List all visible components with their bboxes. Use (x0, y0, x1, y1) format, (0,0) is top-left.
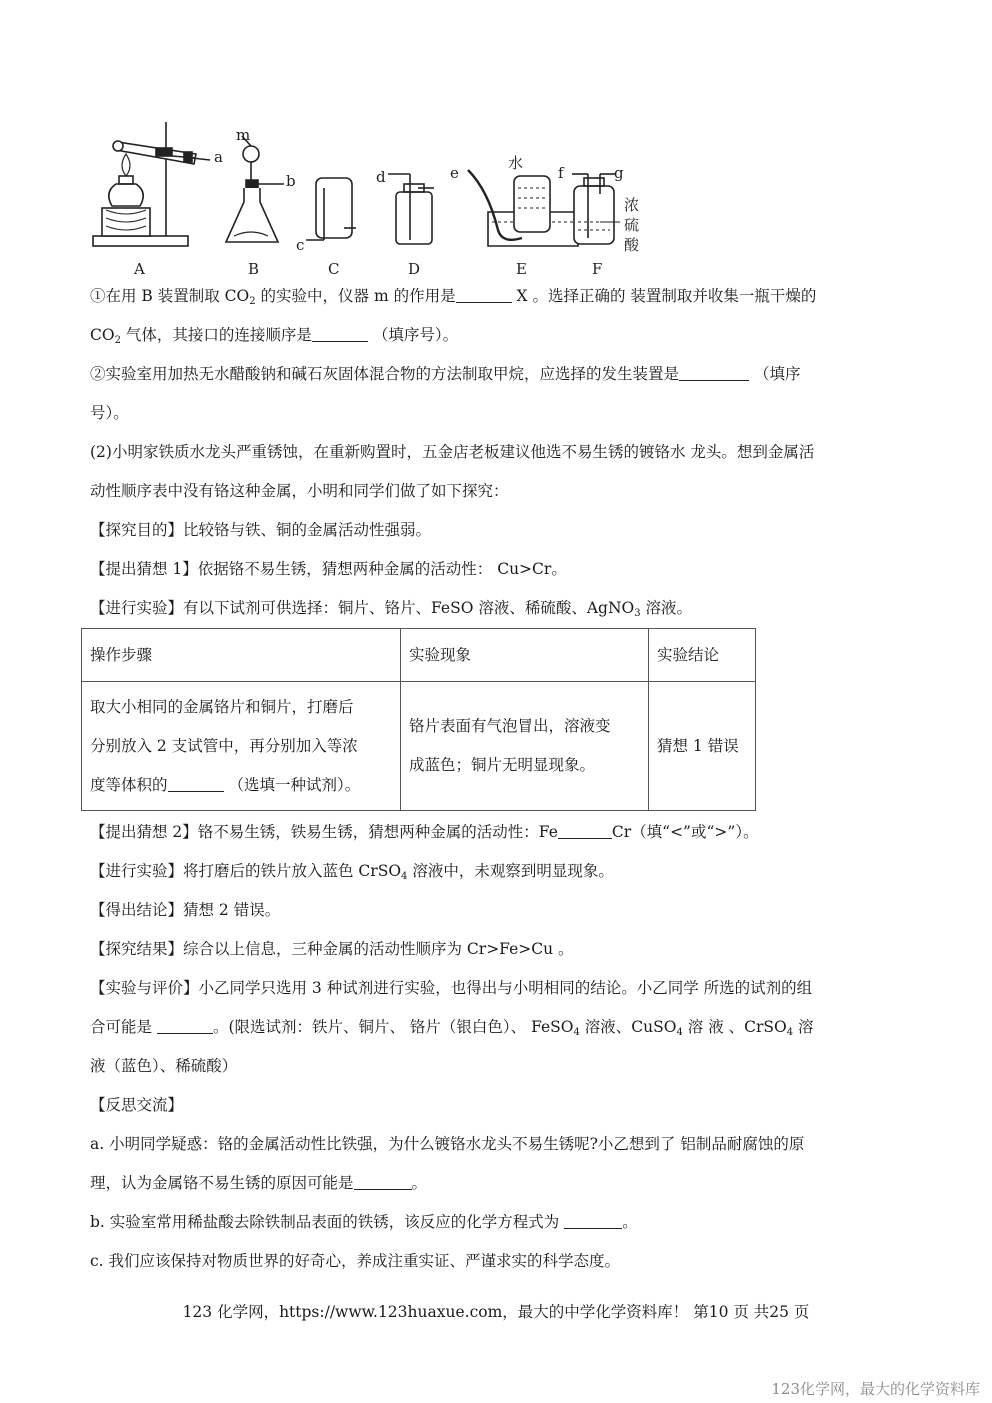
apparatus-f (572, 174, 620, 244)
answer-blank-8[interactable] (564, 1214, 622, 1229)
label-g: g (614, 164, 624, 182)
answer-blank-4[interactable] (168, 777, 224, 792)
label-B: B (248, 260, 260, 278)
label-m: m (236, 126, 251, 144)
label-F: F (592, 260, 603, 278)
header-steps: 操作步骤 (82, 629, 401, 682)
label-D: D (408, 260, 421, 278)
evaluation-line2: 合可能是 。(限选试剂：铁片、铜片、 铬片（银白色）、 FeSO$_4$ 溶液、CuSO$_4$ 溶 液 、CrSO$_4$ 溶 (90, 1018, 814, 1038)
answer-blank-1[interactable] (456, 288, 512, 303)
answer-blank-6[interactable] (157, 1019, 213, 1034)
label-a: a (214, 148, 223, 166)
label-c: c (296, 236, 305, 254)
experiment-table (81, 628, 756, 811)
part2-line2: 动性顺序表中没有铬这种金属，小明和同学们做了如下探究： (90, 482, 509, 500)
evaluation-line1: 【实验与评价】小乙同学只选用 3 种试剂进行实验，也得出与小明相同的结论。小乙同学 所选的试剂的组 (90, 979, 813, 997)
answer-blank-7[interactable] (354, 1175, 412, 1190)
table-row (82, 682, 756, 811)
experiment-1: 【进行实验】有以下试剂可供选择：铜片、铬片、FeSO 溶液、稀硫酸、AgNO$_3$ 溶液。 (90, 599, 693, 619)
answer-blank-2[interactable] (312, 327, 368, 342)
result: 【探究结果】综合以上信息，三种金属的活动性顺序为 Cr>Fe>Cu 。 (90, 940, 574, 958)
apparatus-b (226, 136, 284, 242)
question-1-line2: $CO_2$ 气体，其接口的连接顺序是 （填序号）。 (90, 326, 459, 346)
apparatus-a (93, 122, 210, 246)
guess-2: 【提出猜想 2】铬不易生锈，铁易生锈，猜想两种金属的活动性：Fe Cr（填“<”或“>”）。 (90, 823, 759, 841)
apparatus-figure (88, 118, 648, 278)
part2-line1: (2)小明家铁质水龙头严重锈蚀，在重新购置时，五金店老板建议他选不易生锈的镀铬水 龙头。想到金属活 (90, 443, 815, 461)
reflection-a-line1: a. 小明同学疑惑：铬的金属活动性比铁强，为什么镀铬水龙头不易生锈呢?小乙想到了 铝制品耐腐蚀的原 (90, 1135, 805, 1153)
table-header-row (82, 629, 756, 682)
conclusion: 【得出结论】猜想 2 错误。 (90, 901, 281, 919)
experiment-2: 【进行实验】将打磨后的铁片放入蓝色 CrSO$_4$ 溶液中，未观察到明显现象。 (90, 862, 614, 882)
header-phenomenon: 实验现象 (401, 629, 649, 682)
label-e: e (450, 164, 459, 182)
question-1-line1: ①在用 B 装置制取 $CO_2$ 的实验中，仪器 m 的作用是 X 。选择正确的 装置制取并收集一瓶干燥的 (90, 287, 817, 307)
cell-steps: 取大小相同的金属铬片和铜片，打磨后 分别放入 2 支试管中，再分别加入等浓 度等体积的 （选填一种试剂）。 (82, 682, 401, 811)
reflection-a-line2: 理，认为金属铬不易生锈的原因可能是 。 (90, 1174, 428, 1192)
label-A: A (134, 260, 145, 278)
label-acid: 浓硫酸 (624, 196, 640, 254)
guess-1: 【提出猜想 1】依据铬不易生锈，猜想两种金属的活动性： Cu>Cr。 (90, 560, 567, 578)
answer-blank-3[interactable] (679, 366, 749, 381)
question-2-line1: ②实验室用加热无水醋酸钠和碱石灰固体混合物的方法制取甲烷，应选择的发生装置是 （填序 (90, 365, 801, 383)
purpose: 【探究目的】比较铬与铁、铜的金属活动性强弱。 (90, 521, 432, 539)
label-E: E (516, 260, 527, 278)
label-b: b (286, 172, 296, 190)
reflection-title: 【反思交流】 (90, 1096, 184, 1114)
answer-blank-5[interactable] (558, 824, 612, 839)
label-f: f (558, 164, 564, 182)
label-water: 水 (508, 154, 524, 172)
label-C: C (328, 260, 340, 278)
page-footer: 123 化学网，https://www.123huaxue.com，最大的中学化学资料库！ 第10 页 共25 页 (182, 1303, 810, 1321)
label-d: d (376, 168, 386, 186)
reflection-c: c. 我们应该保持对物质世界的好奇心，养成注重实证、严谨求实的科学态度。 (90, 1252, 621, 1270)
apparatus-d (388, 174, 434, 244)
header-conclusion: 实验结论 (649, 629, 756, 682)
question-2-line2: 号）。 (90, 404, 129, 422)
evaluation-line3: 液（蓝色）、稀硫酸） (90, 1057, 238, 1075)
watermark: 123化学网，最大的化学资料库 (771, 1380, 980, 1398)
apparatus-c (306, 178, 356, 240)
cell-phenomenon: 铬片表面有气泡冒出，溶液变 成蓝色；铜片无明显现象。 (401, 682, 649, 811)
cell-conclusion: 猜想 1 错误 (649, 682, 756, 811)
reflection-b: b. 实验室常用稀盐酸去除铁制品表面的铁锈，该反应的化学方程式为 。 (90, 1213, 638, 1231)
